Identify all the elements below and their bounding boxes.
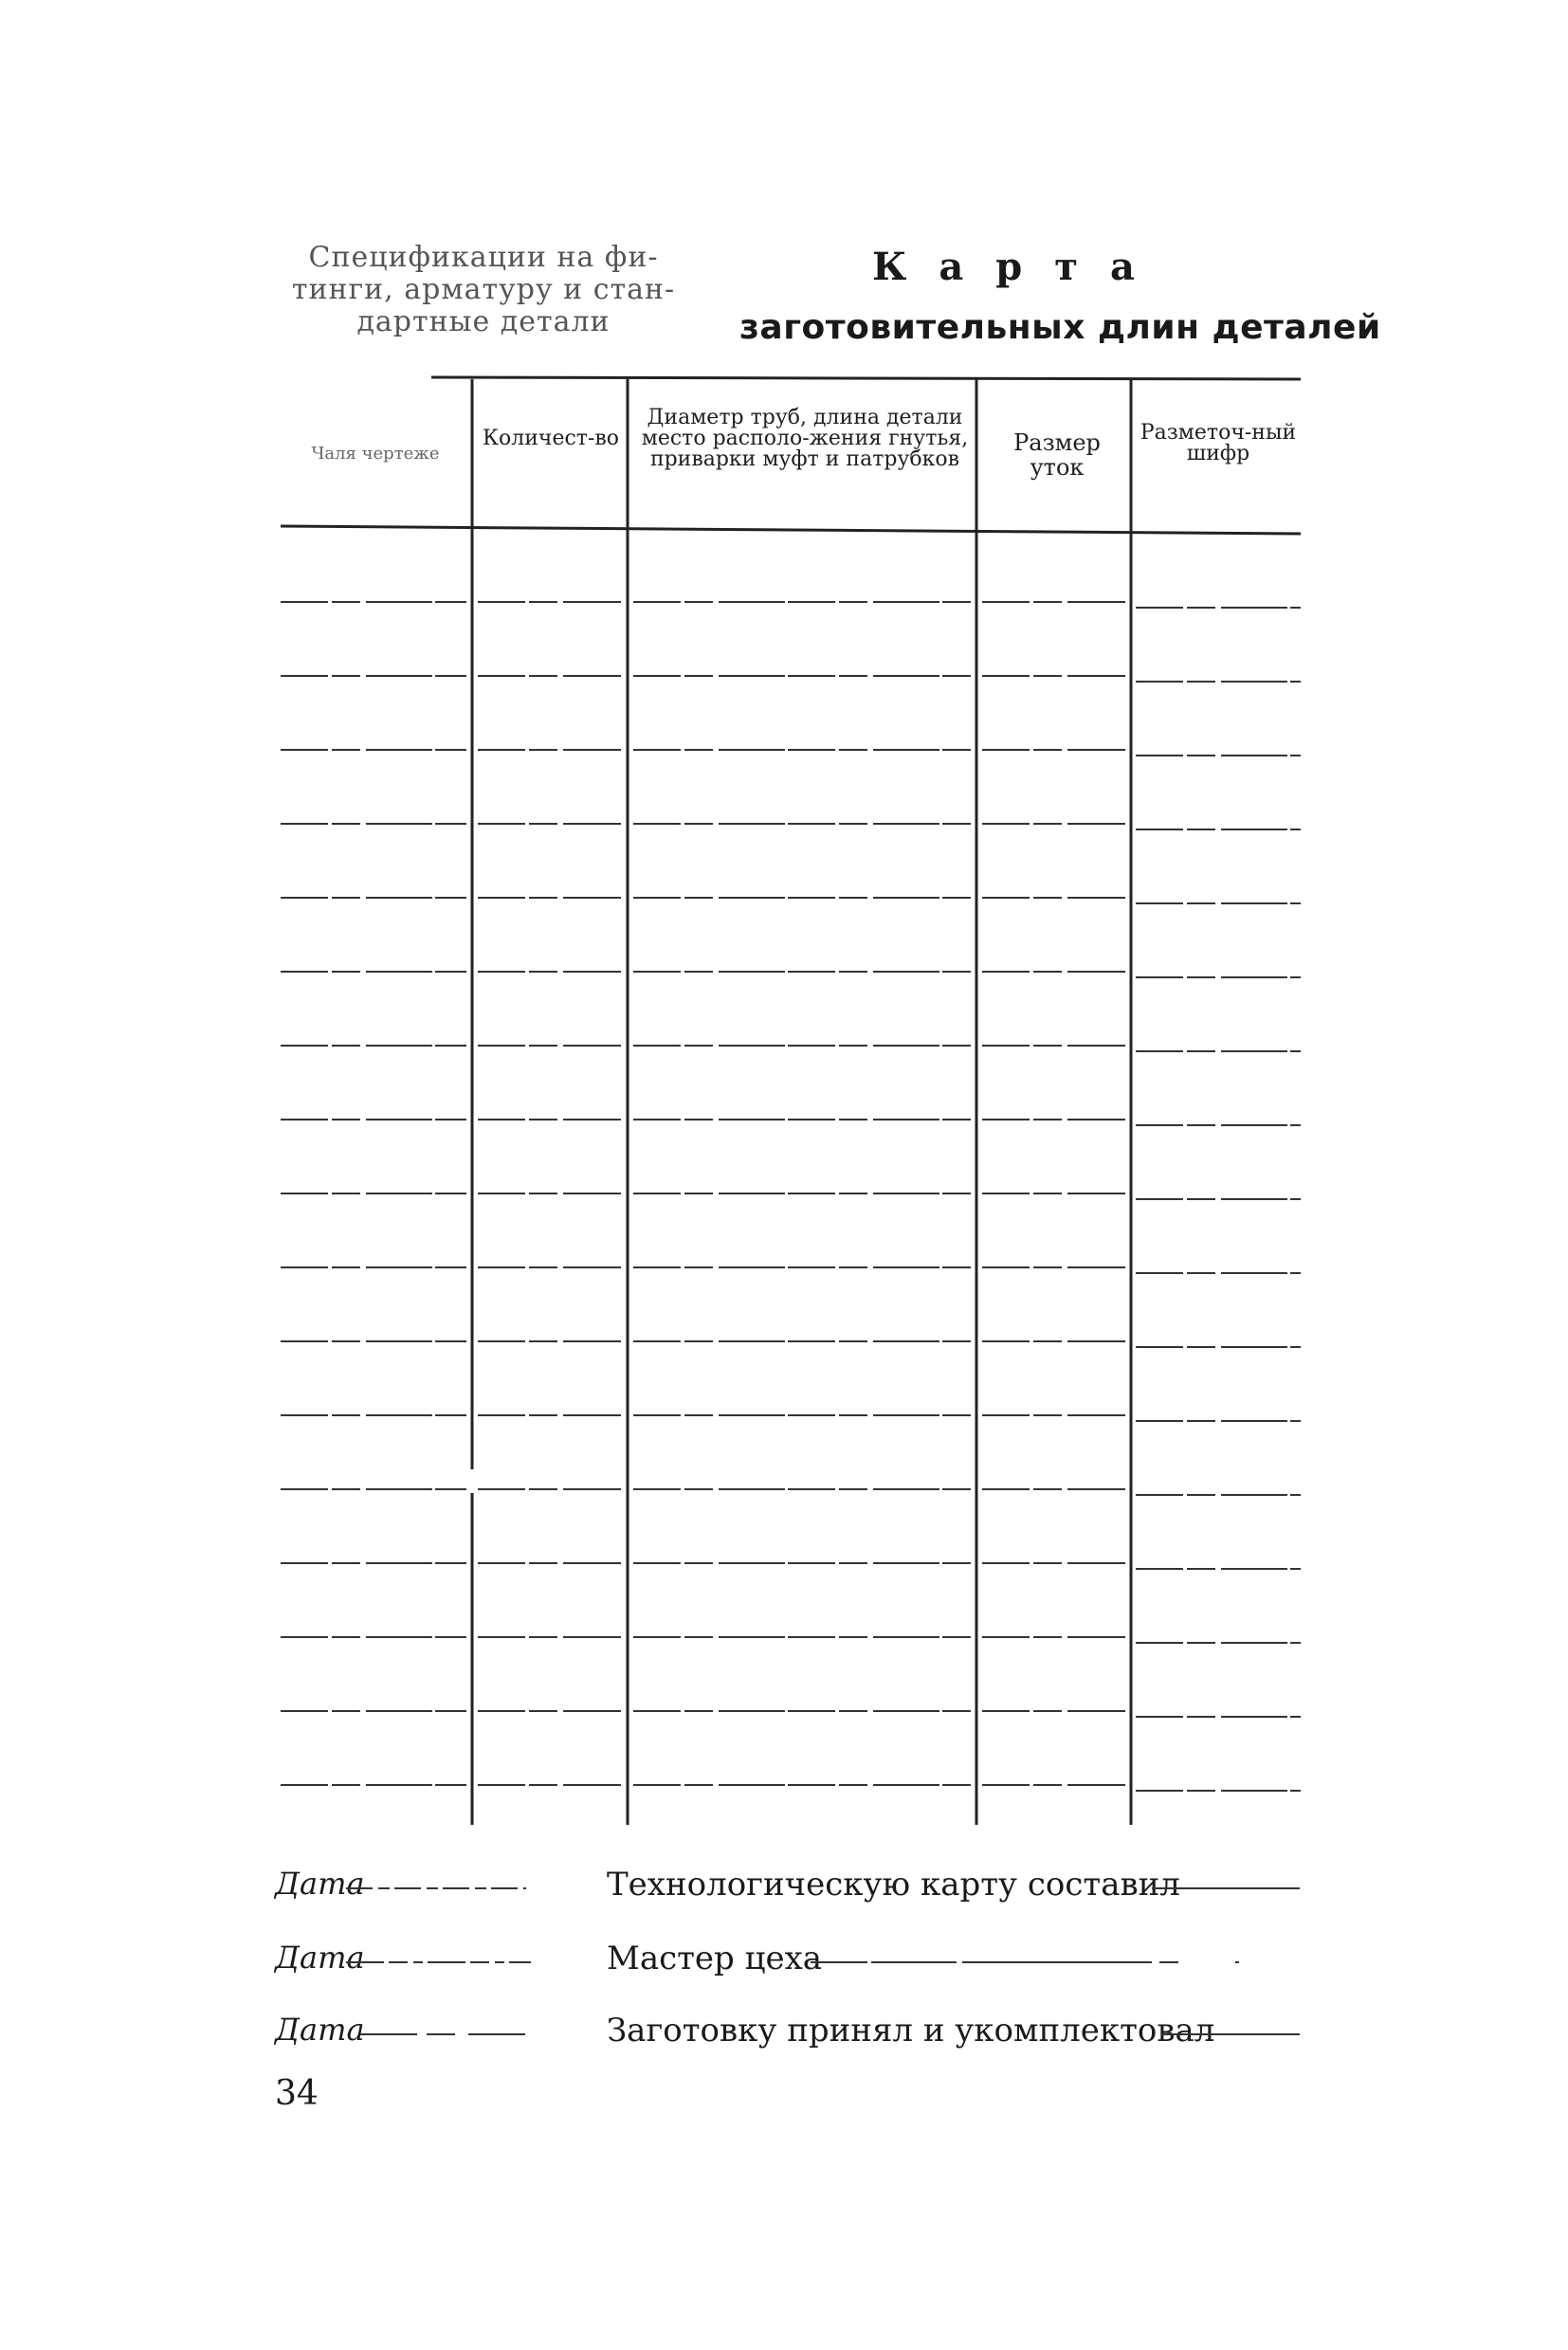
page-number: 34	[275, 2074, 319, 2113]
table-row-lines	[281, 602, 1301, 1791]
header-cell-3: Диаметр труб, длина детали место располо-жения гнутья, приварки муфт и патрубков	[641, 406, 969, 471]
signature-line-3	[1161, 2013, 1304, 2042]
header-cell-5: Разметоч-ный шифр	[1140, 421, 1297, 465]
signature-line-1	[1152, 1867, 1304, 1896]
date-line-1	[346, 1867, 531, 1896]
header-cell-1: Чаля чертеже	[311, 444, 440, 464]
date-label-1: Дата	[275, 1866, 365, 1902]
footer-line-1-text: Технологическую карту составил	[607, 1866, 1180, 1904]
footer-line-3-text: Заготовку принял и укомплектовал	[607, 2012, 1215, 2049]
date-line-2	[346, 1941, 536, 1970]
footer-line-2-text: Мастер цеха	[607, 1940, 823, 1977]
signature-line-2	[811, 1941, 1304, 1970]
card-title: Карта	[872, 245, 1167, 289]
date-line-3	[360, 2013, 540, 2042]
date-label-3: Дата	[275, 2012, 365, 2048]
specification-note-line-2: тинги, арматуру и стан-	[291, 273, 676, 306]
header-cell-4: Размер уток	[1013, 429, 1101, 481]
specification-note-line-1: Спецификации на фи-	[308, 241, 659, 274]
card-subtitle: заготовительных длин деталей	[739, 308, 1381, 347]
table-header-border	[281, 526, 1301, 534]
specification-note-line-3: дартные детали	[356, 305, 611, 338]
header-cell-2: Количест-во	[482, 427, 620, 450]
table-top-border	[431, 377, 1301, 379]
date-label-2: Дата	[275, 1940, 365, 1976]
